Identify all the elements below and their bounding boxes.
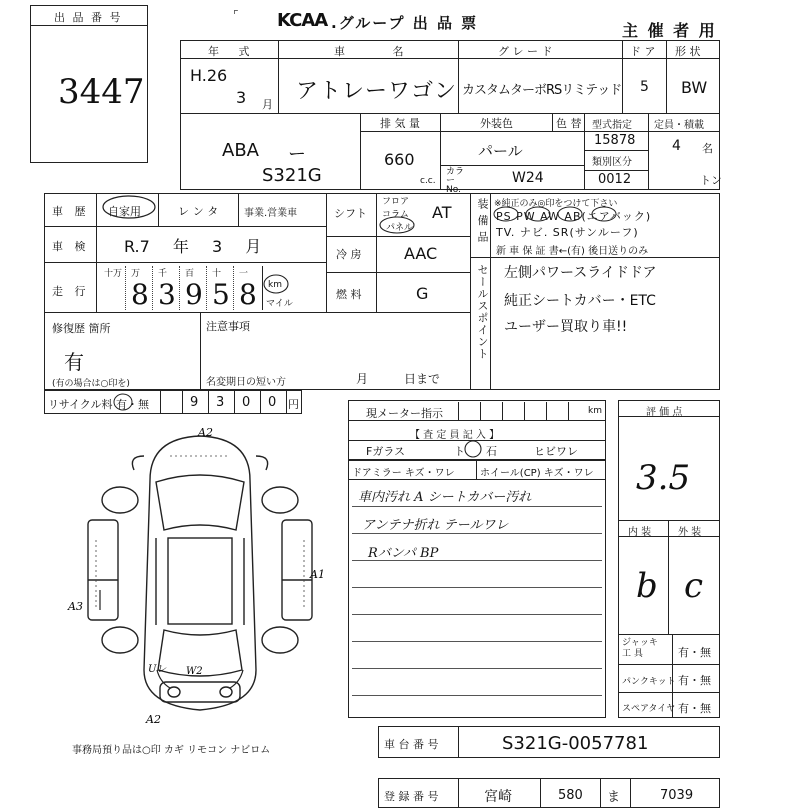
shift-panel: パネル <box>386 223 414 233</box>
vehicle-row3-line <box>360 131 440 132</box>
model-code: S321G <box>262 165 322 186</box>
capacity-label: 定員・積載 <box>654 120 704 131</box>
ruled-line <box>352 614 602 615</box>
business-option: 事業.営業車 <box>244 208 298 219</box>
month-value: 3 <box>236 88 247 107</box>
meter-box-divider <box>546 402 547 420</box>
exterior-color-value: パール <box>478 142 523 160</box>
model-dash: ー <box>288 144 306 165</box>
eval-line2 <box>618 520 720 521</box>
sales-point-3: ユーザー買取り車!! <box>504 319 628 335</box>
reg-v1 <box>458 778 459 808</box>
vcol-7 <box>552 113 553 131</box>
ac-label: 冷 房 <box>336 248 362 261</box>
eval-v1 <box>668 520 669 634</box>
vcol-2 <box>458 40 459 113</box>
interior-value: b <box>636 566 658 606</box>
inspector-note-3: Rバンパ BP <box>368 546 439 561</box>
eval-line5 <box>618 664 720 665</box>
equipment-note: ※純正のみ◎印をつけて下さい <box>494 199 618 209</box>
meter-box-divider <box>524 402 525 420</box>
recycle-presence: 有・無 <box>116 398 149 411</box>
notes-label: 注意事項 <box>206 320 250 333</box>
mileage-digit-label: 十万 <box>104 269 123 279</box>
diagram-mark-a3: A3 <box>68 600 83 613</box>
inspector-header: 【 査 定 員 記 入 】 <box>410 430 500 441</box>
score-label: 評 価 点 <box>646 407 683 418</box>
meter-label: 現メーター指示 <box>366 407 443 420</box>
hist-line1 <box>44 226 326 227</box>
ruled-line <box>352 533 602 534</box>
puncture-value: 有・無 <box>678 674 711 687</box>
car-diagram <box>60 420 340 730</box>
capacity-value: 4 <box>672 138 681 154</box>
name-label: 車 名 <box>334 45 426 58</box>
exterior-label: 外 装 <box>678 527 702 538</box>
mirror-divider <box>476 460 477 480</box>
vcol-4 <box>666 40 667 113</box>
car-name-value: アトレーワゴン <box>296 79 458 104</box>
car-history-label: 車 歴 <box>52 205 90 218</box>
reg-v3 <box>600 778 601 808</box>
recycle-digit-divider <box>260 390 261 414</box>
sales-point-label: セールスポイント <box>476 264 489 360</box>
mileage-digit-label: 一 <box>239 269 249 279</box>
inspector-note-2: アンテナ折れ テールワレ <box>362 518 509 533</box>
ruled-line <box>352 668 602 669</box>
recycle-digit-divider <box>208 390 209 414</box>
vcol-3 <box>622 40 623 113</box>
hist-v7 <box>238 193 239 226</box>
reg-v4 <box>630 778 631 808</box>
equip-line <box>470 257 720 258</box>
eval-line4 <box>618 634 720 635</box>
displacement-unit: c.c. <box>420 176 436 186</box>
interior-label: 内 装 <box>628 527 652 538</box>
short-term-day: 日まで <box>404 372 441 386</box>
vehicle-color-line <box>440 131 584 132</box>
vehicle-color-line2 <box>440 165 584 166</box>
diagram-mark-a1: A1 <box>310 568 325 581</box>
header-corner-marks: ⌜ <box>233 8 239 22</box>
shape-label: 形 状 <box>675 45 701 58</box>
equipment-items-line2: TV. ナビ. SR(サンルーフ) <box>496 226 639 239</box>
registration-region: 宮崎 <box>484 789 512 805</box>
year-label: 年 式 <box>208 45 258 58</box>
fuel-label: 燃 料 <box>336 288 362 301</box>
ruled-line <box>352 695 602 696</box>
load-unit: トン <box>700 174 722 187</box>
class-value: 0012 <box>598 172 632 187</box>
rental-option: レンタ <box>178 205 223 218</box>
vcol-1 <box>278 40 279 113</box>
recycle-digit: 9 <box>190 395 199 410</box>
glass-chip-to: ト <box>454 445 465 458</box>
puncture-label: パンクキット <box>622 677 676 687</box>
recycle-v1 <box>160 390 161 414</box>
eval-line6 <box>618 692 720 693</box>
mileage-digit-divider <box>233 266 234 310</box>
mileage-digit: 9 <box>185 278 203 311</box>
vcol-8 <box>584 113 585 190</box>
vehicle-row2-line <box>180 113 720 114</box>
displacement-value: 660 <box>384 150 415 169</box>
color-no-label: カラー No. <box>446 167 465 195</box>
lot-number-label: 出 品 番 号 <box>54 11 123 24</box>
sales-point-1: 左側パワースライドドア <box>504 265 657 281</box>
grade-label: グ レ ー ド <box>498 45 553 58</box>
ruled-line <box>352 506 602 507</box>
color-change-label: 色 替 <box>556 117 582 130</box>
mileage-unit-km: km <box>268 280 282 290</box>
meter-box-divider <box>480 402 481 420</box>
repair-value: 有 <box>64 350 84 374</box>
registration-serial: 7039 <box>660 788 694 803</box>
exterior-color-label: 外装色 <box>480 117 513 130</box>
panel-circle <box>378 215 418 235</box>
mileage-digit: 3 <box>158 278 176 311</box>
mileage-digit-divider <box>125 266 126 310</box>
registration-kana: ま <box>607 790 621 805</box>
mileage-label: 走 行 <box>52 285 90 298</box>
registration-label: 登 録 番 号 <box>384 790 439 803</box>
organizer-label: 主 催 者 用 <box>622 21 717 40</box>
repair-label: 修復歴 箇所 <box>52 322 111 335</box>
vcol-6 <box>440 113 441 190</box>
form-title: .グループ 出 品 票 <box>331 14 479 32</box>
type-designation-value: 15878 <box>594 133 636 148</box>
recycle-digit: 3 <box>216 395 225 410</box>
repair-note: (有の場合は○印を) <box>52 379 130 389</box>
meter-box-divider <box>502 402 503 420</box>
mileage-digit: 8 <box>239 278 257 311</box>
equipment-items-line1: PS PW AW AB(エアバック) <box>496 210 652 223</box>
diagram-mark-w2: W2 <box>186 666 203 677</box>
sales-point-2: 純正シートカバー・ETC <box>504 293 656 309</box>
equipment-circles <box>492 204 632 224</box>
hist-line5 <box>326 272 470 273</box>
mileage-digit-label: 万 <box>131 269 141 279</box>
recycle-label: リサイクル料 <box>48 398 113 411</box>
meter-box-divider <box>568 402 569 420</box>
mileage-digit-label: 百 <box>185 269 195 279</box>
mileage-digit-label: 十 <box>212 269 222 279</box>
registration-class: 580 <box>558 788 583 803</box>
meter-box-divider <box>458 402 459 420</box>
notes-divider <box>200 312 201 390</box>
lot-number-value: 3447 <box>58 72 145 112</box>
diagram-footer: 事務局預り品は○印 カギ リモコン ナビロム <box>72 745 271 756</box>
color-no-value: W24 <box>512 170 544 186</box>
fuel-value: G <box>416 284 429 303</box>
glass-label: Fガラス <box>366 445 405 458</box>
recycle-digit: 0 <box>242 395 251 410</box>
vehicle-type-line3 <box>584 170 648 171</box>
glass-chip-crack: ヒビワレ <box>534 445 578 458</box>
recycle-digit-divider <box>286 390 287 414</box>
short-term-month: 月 <box>356 372 369 386</box>
doors-label: ド ア <box>630 45 656 58</box>
grade-value: カスタムターボRSリミテッド <box>462 83 622 98</box>
shape-value: BW <box>681 78 708 97</box>
mileage-digit-divider <box>152 266 153 310</box>
mileage-digit-divider <box>206 266 207 310</box>
capacity-unit: 名 <box>702 142 713 155</box>
hist-v4 <box>470 193 471 390</box>
ruled-line <box>352 587 602 588</box>
reg-v2 <box>540 778 541 808</box>
km-circle <box>262 271 292 295</box>
spare-value: 有・無 <box>678 702 711 715</box>
inspection-label: 車 検 <box>52 240 90 253</box>
mileage-digit: 5 <box>212 278 230 311</box>
vehicle-type-line <box>584 131 720 132</box>
warranty-line: 新 車 保 証 書←(有) 後日送りのみ <box>496 246 649 257</box>
kcaa-logo: KCAA <box>277 10 328 31</box>
hist-line2 <box>44 262 326 263</box>
vcol-9 <box>648 113 649 190</box>
meter-box-base <box>348 420 606 421</box>
ruled-line <box>352 641 602 642</box>
doors-value: 5 <box>640 79 649 95</box>
mileage-digit-label: 千 <box>158 269 168 279</box>
lot-box-divider <box>30 25 148 26</box>
wheel-label: ホイール(CP) キズ・ワレ <box>480 468 594 479</box>
mileage-unit-mile: マイル <box>266 299 293 309</box>
ac-value: AAC <box>404 244 438 263</box>
shift-value: AT <box>432 203 452 222</box>
recycle-digit: 0 <box>268 395 277 410</box>
recycle-circle <box>112 392 134 412</box>
chassis-label: 車 台 番 号 <box>384 738 439 751</box>
recycle-digit-divider <box>234 390 235 414</box>
year-value: H.26 <box>190 66 228 85</box>
diagram-mark-a2-top: A2 <box>198 426 213 439</box>
glass-chip-circle <box>462 438 484 460</box>
model-prefix: ABA <box>222 140 259 161</box>
month-unit: 月 <box>262 98 273 111</box>
meter-unit: km <box>588 406 602 416</box>
equipment-side-label: 装 備 品 <box>476 198 489 243</box>
evaluation-panel <box>618 400 720 718</box>
mileage-digit: 8 <box>131 278 149 311</box>
private-use-option: 自家用 <box>108 205 141 218</box>
hist-v5 <box>490 193 491 390</box>
glass-chip-stone: 石 <box>486 445 497 458</box>
shift-label: シフト <box>334 207 367 220</box>
recycle-unit: 円 <box>288 398 299 411</box>
inspection-value: R.7 年 3 月 <box>124 237 262 256</box>
type-designation-label: 型式指定 <box>592 120 632 131</box>
jack-label: ジャッキ 工 具 <box>622 638 658 659</box>
exterior-value: c <box>684 566 704 606</box>
class-label: 類別区分 <box>592 157 632 168</box>
mirror-label: ドアミラー キズ・ワレ <box>352 468 455 479</box>
chassis-value: S321G-0057781 <box>502 733 649 754</box>
chassis-divider <box>458 726 459 758</box>
spare-label: スペアタイヤ <box>622 704 676 714</box>
hist-v3 <box>376 193 377 312</box>
displacement-label: 排 気 量 <box>380 117 420 130</box>
inspector-note-1: 車内汚れ A シートカバー汚れ <box>358 490 532 505</box>
score-value: 3.5 <box>636 458 691 498</box>
diagram-mark-ure: Uレ <box>148 664 167 675</box>
hist-v1 <box>96 193 97 312</box>
hist-line4 <box>326 236 470 237</box>
recycle-digit-divider <box>182 390 183 414</box>
shift-floor: フロア <box>382 197 410 207</box>
vcol-5 <box>360 113 361 190</box>
short-term-label: 名変期日の短い方 <box>206 377 286 388</box>
mileage-digit-divider <box>179 266 180 310</box>
diagram-mark-a2-bottom: A2 <box>146 713 161 726</box>
shift-column: コラム <box>382 210 409 220</box>
jack-value: 有・無 <box>678 646 711 659</box>
vehicle-type-line2 <box>584 150 648 151</box>
hist-v2 <box>326 193 327 312</box>
hist-line3 <box>44 312 470 313</box>
private-use-circle <box>100 190 160 224</box>
